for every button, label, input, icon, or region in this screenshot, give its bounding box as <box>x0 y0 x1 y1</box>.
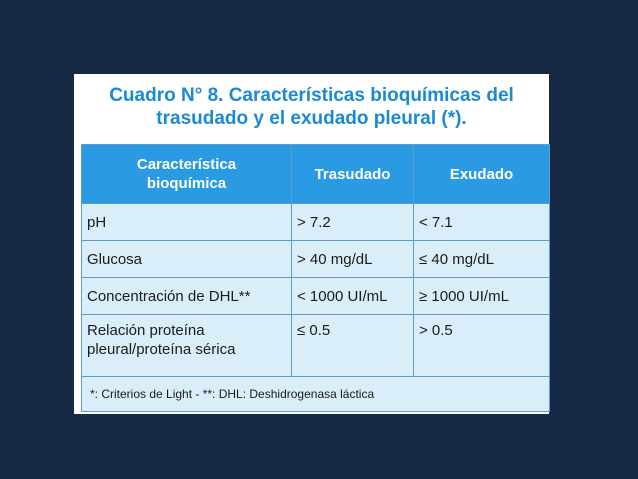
footnote-row <box>82 377 550 412</box>
cell-characteristic: Glucosa <box>82 241 292 278</box>
header-characteristic-line-1: Característica <box>136 156 237 173</box>
table-row <box>82 241 550 278</box>
header-characteristic <box>82 145 292 204</box>
header-row <box>82 145 550 204</box>
biochemical-table <box>81 144 550 412</box>
footnote: *: Criterios de Light - **: DHL: Deshidrogenasa láctica <box>82 377 550 412</box>
cell-transudate: < 1000 UI/mL <box>292 278 414 315</box>
table-title <box>74 84 549 130</box>
cell-exudate: < 7.1 <box>414 204 550 241</box>
table-card <box>74 74 549 414</box>
cell-characteristic: Relación proteína pleural/proteína sérica <box>82 315 292 377</box>
header-transudate: Trasudado <box>292 145 414 204</box>
cell-exudate: > 0.5 <box>414 315 550 377</box>
title-line-2: trasudado y el exudado pleural (*). <box>156 108 467 129</box>
cell-transudate: > 40 mg/dL <box>292 241 414 278</box>
table-row <box>82 278 550 315</box>
table-row <box>82 204 550 241</box>
cell-characteristic: pH <box>82 204 292 241</box>
cell-transudate: ≤ 0.5 <box>292 315 414 377</box>
cell-transudate: > 7.2 <box>292 204 414 241</box>
cell-exudate: ≤ 40 mg/dL <box>414 241 550 278</box>
cell-exudate: ≥ 1000 UI/mL <box>414 278 550 315</box>
cell-characteristic: Concentración de DHL** <box>82 278 292 315</box>
header-exudate: Exudado <box>414 145 550 204</box>
table-row <box>82 315 550 377</box>
title-line-1: Cuadro N° 8. Características bioquímicas del <box>109 85 514 106</box>
header-characteristic-line-2: bioquímica <box>146 175 227 192</box>
